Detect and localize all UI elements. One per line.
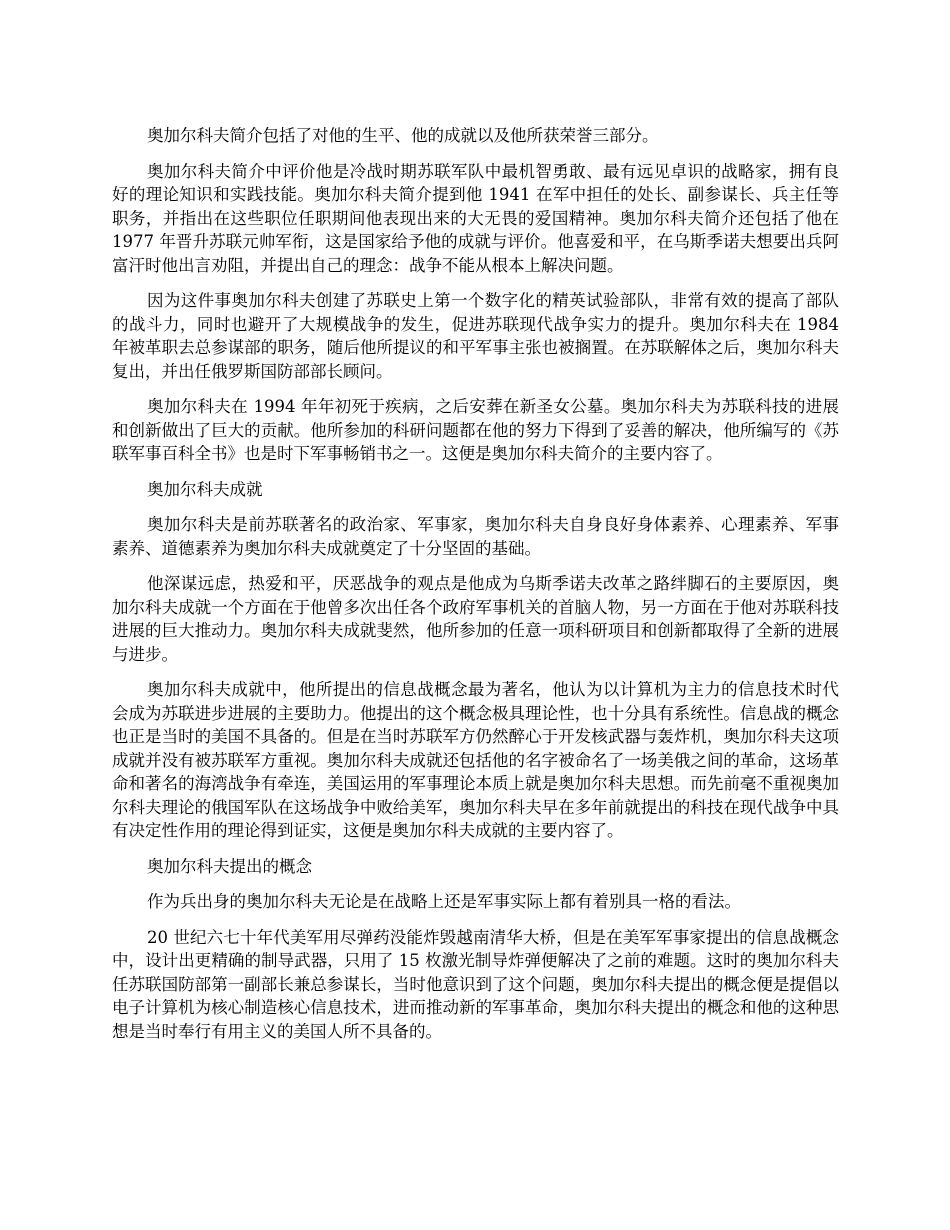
achievements-paragraph-3: 奥加尔科夫成就中，他所提出的信息战概念最为著名，他认为以计算机为主力的信息技术时代会成为苏联进步进展的主要助力。他提出的这个概念极具理论性，也十分具有系统性。信息战的概念也正是当时的美国不具备的。但是在当时苏联军方仍然醉心于开发核武器与轰炸机，奥加尔科夫这项成就并没有被苏联军方重视。奥加尔科夫成就还包括他的名字被命名了一场美俄之间的革命，这场革命和著名的海湾战争有牵连，美国运用的军事理论本质上就是奥加尔科夫思想。而先前毫不重视奥加尔科夫理论的俄国军队在这场战争中败给美军，奥加尔科夫早在多年前就提出的科技在现代战争中具有决定性作用的理论得到证实，这便是奥加尔科夫成就的主要内容了。 <box>112 680 839 840</box>
achievements-paragraph-1: 奥加尔科夫是前苏联著名的政治家、军事家，奥加尔科夫自身良好身体素养、心理素养、军事素养、道德素养为奥加尔科夫成就奠定了十分坚固的基础。 <box>112 515 839 558</box>
achievements-paragraph-2: 他深谋远虑，热爱和平，厌恶战争的观点是他成为乌斯季诺夫改革之路绊脚石的主要原因，奥加尔科夫成就一个方面在于他曾多次出任各个政府军事机关的首脑人物，另一方面在于他对苏联科技进展的巨大推动力。奥加尔科夫成就斐然，他所参加的任意一项科研项目和创新都取得了全新的进展与进步。 <box>112 574 839 664</box>
section-heading-achievements: 奥加尔科夫成就 <box>147 479 263 499</box>
intro-paragraph: 奥加尔科夫简介包括了对他的生平、他的成就以及他所获荣誉三部分。 <box>147 126 659 145</box>
concept-paragraph-1: 作为兵出身的奥加尔科夫无论是在战略上还是军事实际上都有着别具一格的看法。 <box>147 892 741 911</box>
concept-paragraph-2: 20 世纪六七十年代美军用尽弹药没能炸毁越南清华大桥，但是在美军军事家提出的信息战概念中，设计出更精确的制导武器，只用了 15 枚激光制导炸弹便解决了之前的难题。这时的奥加尔科夫任苏联国防部第一副部长兼总参谋长，当时他意识到了这个问题，奥加尔科夫提出的概念便是提倡以电子计算机为核心制造核心信息技术，进而推动新的军事革命，奥加尔科夫提出的概念和他的这种思想是当时奉行有用主义的美国人所不具备的。 <box>112 927 839 1041</box>
career-paragraph: 因为这件事奥加尔科夫创建了苏联史上第一个数字化的精英试验部队，非常有效的提高了部队的战斗力，同时也避开了大规模战争的发生，促进苏联现代战争实力的提升。奥加尔科夫在 1984 年被革职去总参谋部的职务，随后他所提议的和平军事主张也被搁置。在苏联解体之后，奥加尔科夫复出，并出任俄罗斯国防部部长顾问。 <box>112 291 839 381</box>
biography-paragraph: 奥加尔科夫简介中评价他是冷战时期苏联军队中最机智勇敢、最有远见卓识的战略家，拥有良好的理论知识和实践技能。奥加尔科夫简介提到他 1941 在军中担任的处长、副参谋长、兵主任等职务，并指出在这些职位任职期间他表现出来的大无畏的爱国精神。奥加尔科夫简介还包括了他在 1977 年晋升苏联元帅军衔，这是国家给予他的成就与评价。他喜爱和平，在乌斯季诺夫想要出兵阿富汗时他出言劝阻，并提出自己的理念：战争不能从根本上解决问题。 <box>112 161 839 275</box>
legacy-paragraph: 奥加尔科夫在 1994 年年初死于疾病，之后安葬在新圣女公墓。奥加尔科夫为苏联科技的进展和创新做出了巨大的贡献。他所参加的科研问题都在他的努力下得到了妥善的解决，他所编写的《苏联军事百科全书》也是时下军事畅销书之一。这便是奥加尔科夫简介的主要内容了。 <box>112 397 839 463</box>
document-body <box>112 124 839 1055</box>
section-heading-concept: 奥加尔科夫提出的概念 <box>147 856 312 876</box>
